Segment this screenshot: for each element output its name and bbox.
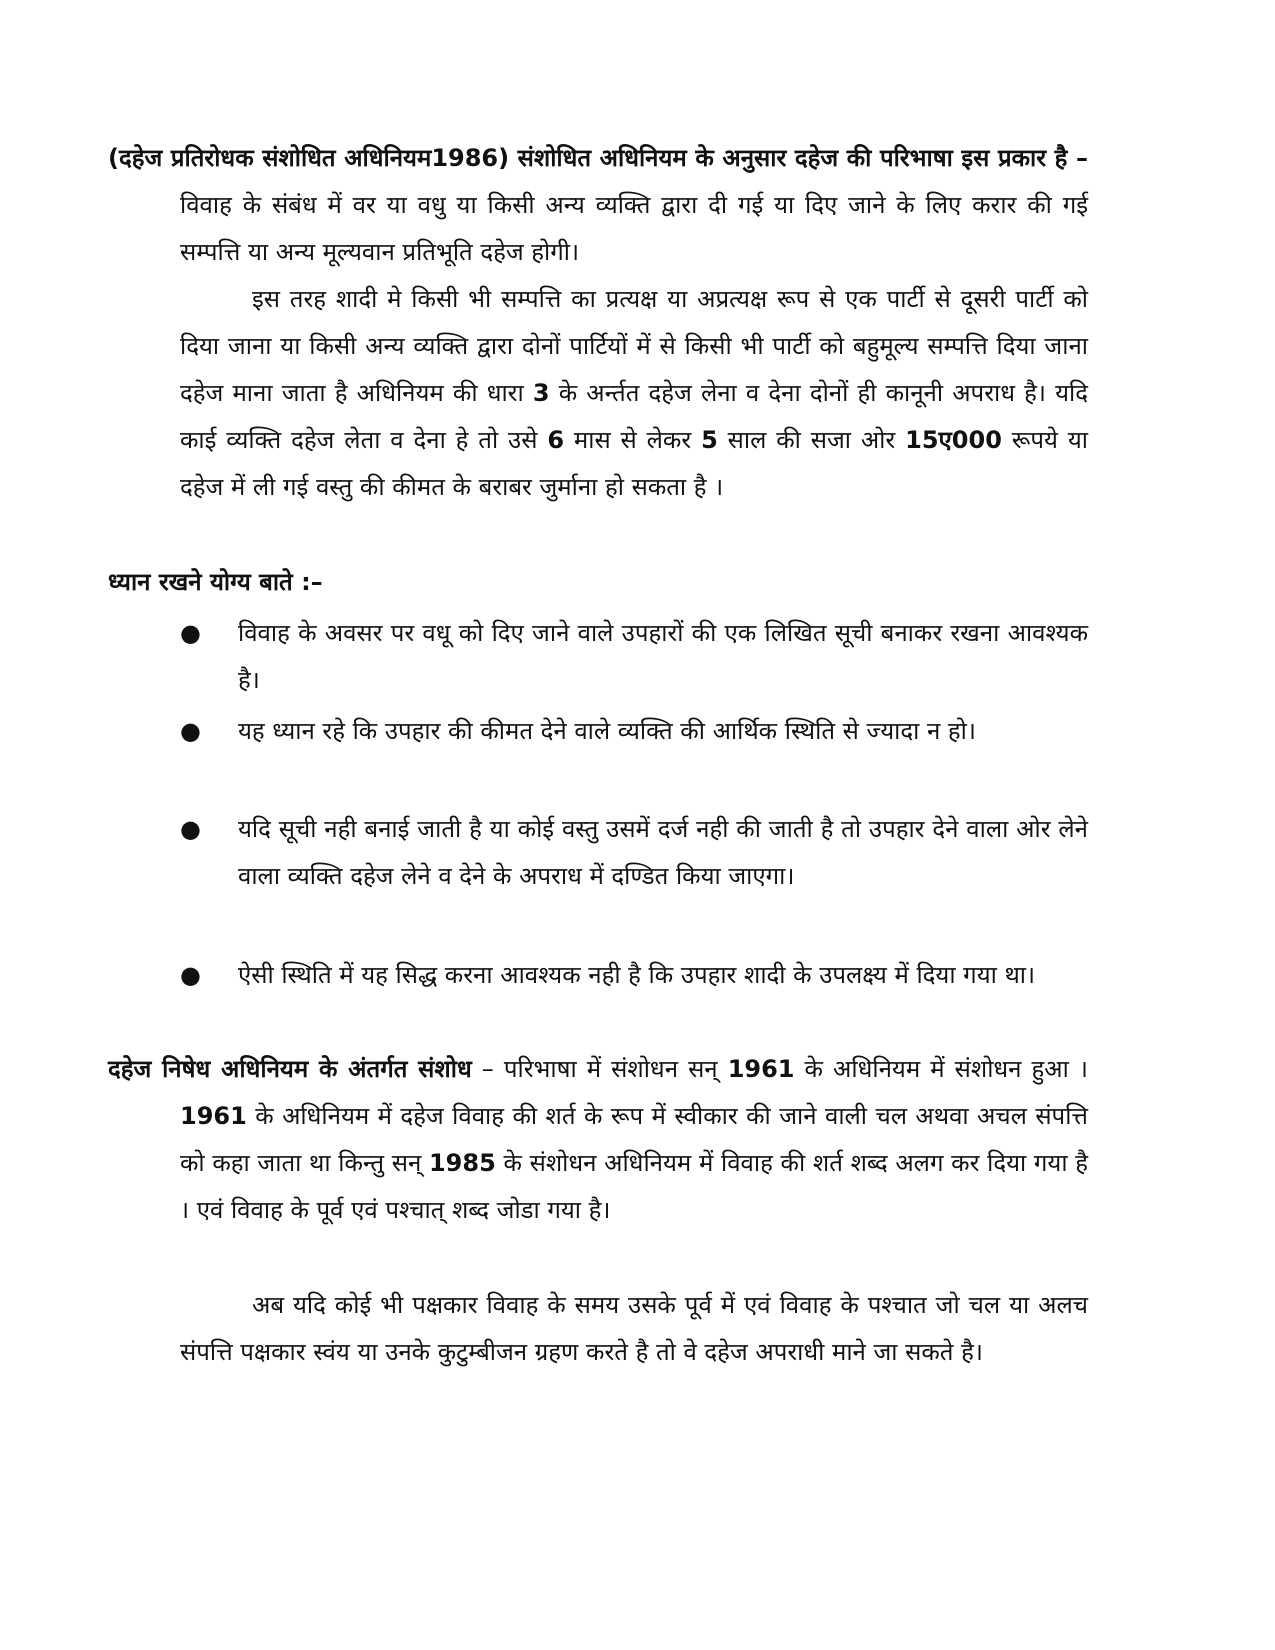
text-run: इस तरह शादी मे किसी भी सम्पत्ति का प्रत्यक्ष या अप्रत्यक्ष रूप से एक पार्टी से दूसरी पार्टी को दिया जाना या किसी अन्य व्यक्ति द्वारा दोनों पार्टियों में से किसी भी पार्टी को बहुमूल्य सम्पत्ति दिया जाना दहेज माना जाता है अधिनियम की धारा [180,285,1088,407]
bullet-icon: ● [180,815,201,843]
number-run: 6 [547,426,565,454]
section1-paragraph-2 [180,276,1088,511]
number-run: 1961 [180,1102,247,1130]
text-run: रूपये या दहेज में ली गई वस्तु की कीमत के बराबर जुर्माना हो सकता है । [180,426,1088,501]
section3-paragraph-2: अब यदि कोई भी पक्षकार विवाह के समय उसके पूर्व में एवं विवाह के पश्चात जो चल या अलच संपत्ति पक्षकार स्वंय या उनके कुटुम्बीजन ग्रहण करते है तो वे दहेज अपराधी माने जा सकते है। [180,1291,1088,1366]
section2-heading: ध्यान रखने योग्य बाते :– [108,568,323,596]
list-item-text: यह ध्यान रहे कि उपहार की कीमत देने वाले व्यक्ति की आर्थिक स्थिति से ज्यादा न हो। [238,717,976,745]
text-run: साल की सजा ओर [717,426,906,454]
number-run: 15ए000 [905,426,1002,454]
list-item-text: विवाह के अवसर पर वधू को दिए जाने वाले उपहारों की एक लिखित सूची बनाकर रखना आवश्यक है। [238,619,1088,694]
list-item-text: ऐसी स्थिति में यह सिद्ध करना आवश्यक नही है कि उपहार शादी के उपलक्ष्य में दिया गया था। [238,961,1036,989]
section1-paragraph [108,135,1088,276]
section1-text: विवाह के संबंध में वर या वधु या किसी अन्य व्यक्ति द्वारा दी गई या दिए जाने के लिए करार की गई सम्पत्ति या अन्य मूल्यवान प्रतिभूति दहेज होगी। [180,191,1088,266]
text-run: मास से लेकर [564,426,702,454]
text-run: के संशोधन अधिनियम में विवाह की शर्त शब्द अलग कर दिया गया है । एवं विवाह के पूर्व एवं पश्चात् शब्द जोडा गया है। [180,1149,1088,1224]
list-item-text: यदि सूची नही बनाई जाती है या कोई वस्तु उसमें दर्ज नही की जाती है तो उपहार देने वाला ओर लेने वाला व्यक्ति दहेज लेने व देने के अपराध में दण्डित किया जाएगा। [238,815,1088,890]
number-run: 1961 [727,1055,795,1083]
text-run: – परिभाषा में संशोधन सन् [471,1055,728,1083]
number-run: 5 [701,426,718,454]
bullet-icon: ● [180,717,201,745]
section1-heading: (दहेज प्रतिरोधक संशोधित अधिनियम1986) संशोधित अधिनियम के अनुसार दहेज की परिभाषा इस प्रकार है – [108,144,1088,172]
section3-heading: दहेज निषेध अधिनियम के अंतर्गत संशोध [108,1055,472,1083]
number-run: 1985 [428,1149,496,1177]
text-run: के अधिनियम में दहेज विवाह की शर्त के रूप में स्वीकार की जाने वाली चल अथवा अचल संपत्ति को कहा जाता था किन्तु सन् [180,1102,1088,1177]
number-run: 3 [532,379,550,407]
bullet-icon: ● [180,961,201,989]
text-run: के अर्न्तत दहेज लेना व देना दोनों ही कानूनी अपराध है। यदि काई व्यक्ति दहेज लेता व देना हे तो उसे [180,379,1088,454]
text-run: के अधिनियम में संशोधन हुआ । [794,1055,1088,1083]
bullet-icon: ● [180,619,201,647]
section3-paragraph [108,1046,1088,1234]
